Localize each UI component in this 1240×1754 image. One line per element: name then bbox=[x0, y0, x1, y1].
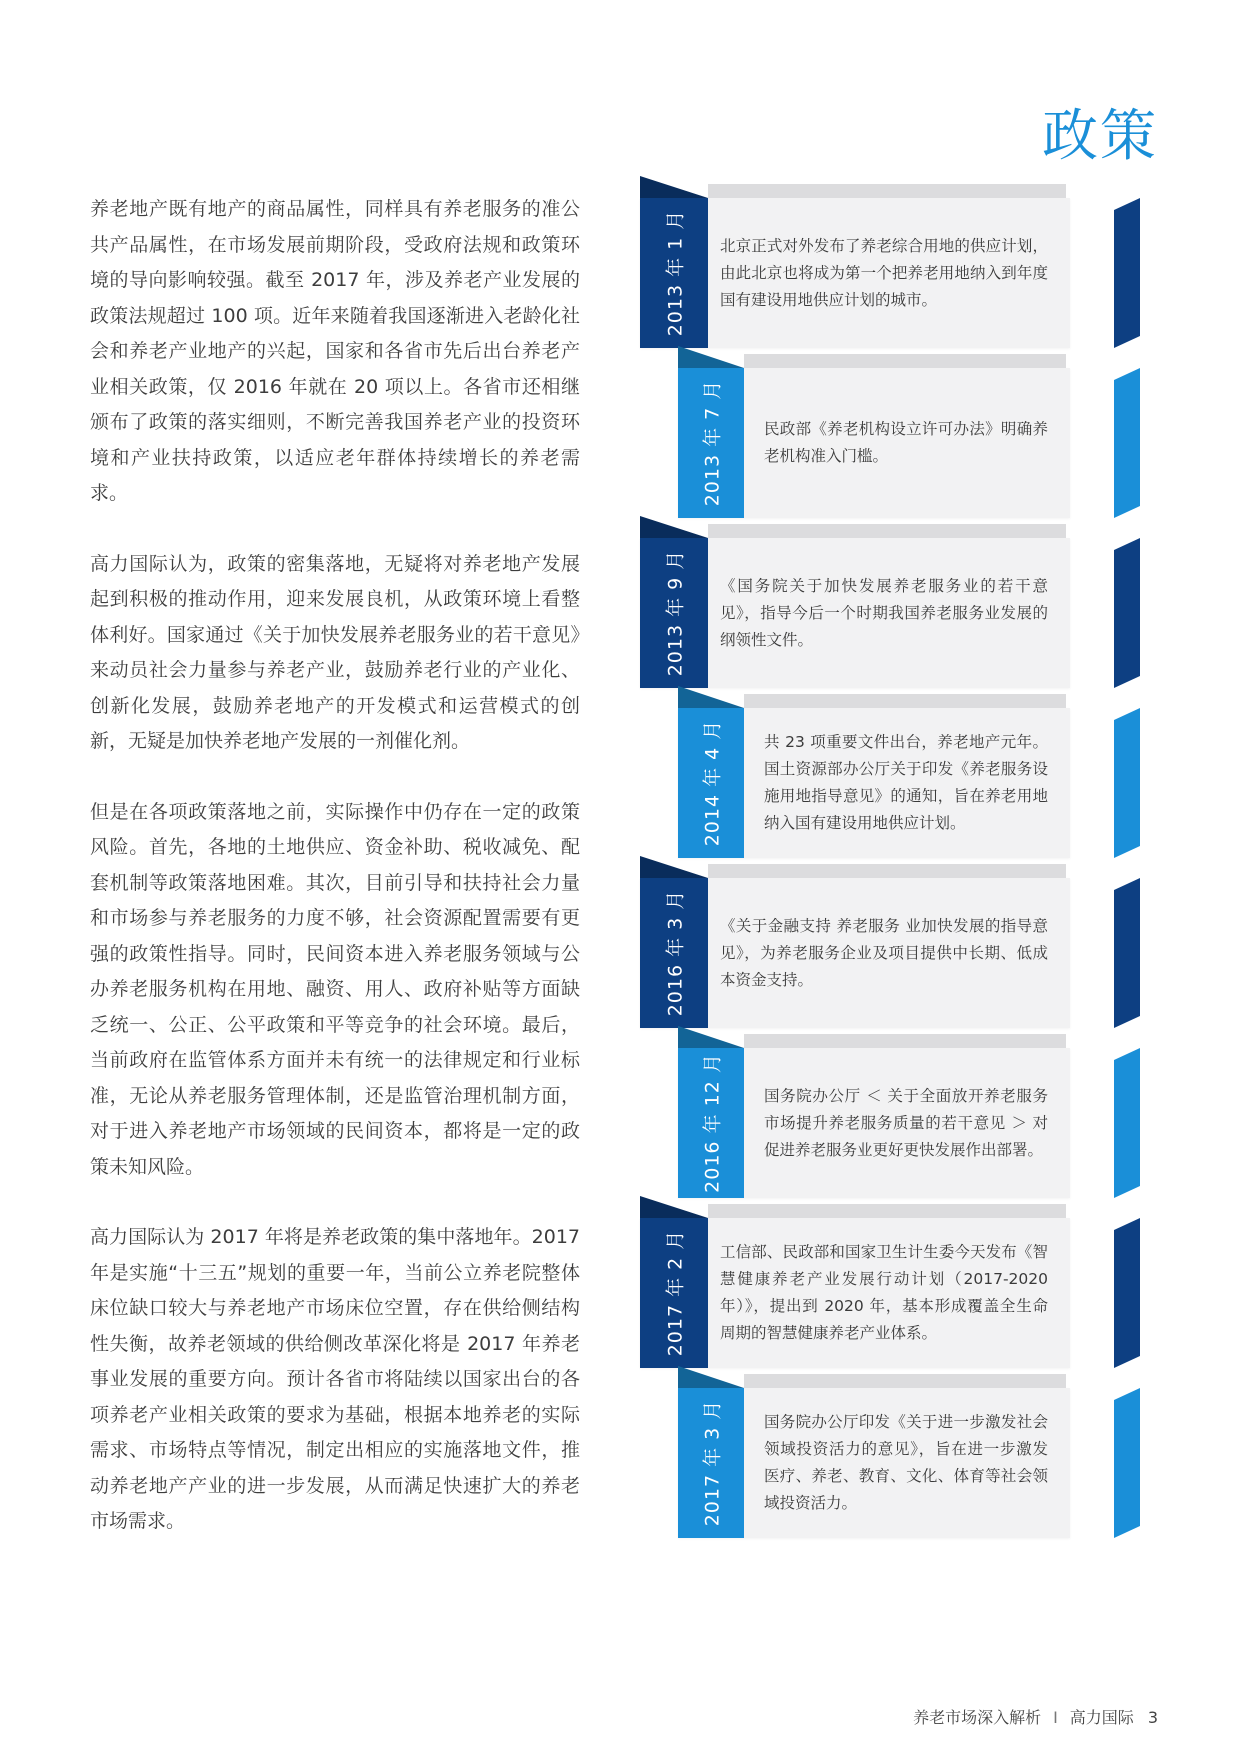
footer-publication: 养老市场深入解析 bbox=[913, 1708, 1042, 1727]
timeline-description: 国务院办公厅印发《关于进一步激发社会领域投资活力的意见》，旨在进一步激发医疗、养老、教育、文化、体育等社会领域投资活力。 bbox=[764, 1413, 1048, 1512]
paragraph-3: 但是在各项政策落地之前，实际操作中仍存在一定的政策风险。首先，各地的土地供应、资金补助、税收减免、配套机制等政策落地困难。其次，目前引导和扶持社会力量和市场参与养老服务的力度不够，社会资源配置需要有更强的政策性指导。同时，民间资本进入养老服务领域与公办养老服务机构在用地、融资、用人、政府补贴等方面缺乏统一、公正、公平政策和平等竞争的社会环境。最后，当前政府在监管体系方面并未有统一的法律规定和行业标准，无论从养老服务管理体制，还是监管治理机制方面，对于进入养老地产市场领域的民间资本，都将是一定的政策未知风险。 bbox=[90, 800, 580, 1178]
footer-separator: I bbox=[1053, 1708, 1058, 1727]
timeline-entry bbox=[640, 878, 1160, 1028]
timeline-date-tab bbox=[640, 516, 708, 688]
timeline-card-top-edge bbox=[744, 1034, 1066, 1048]
paragraph-4: 高力国际认为 2017 年将是养老政策的集中落地年。2017 年是实施“十三五”规划的重要一年，当前公立养老院整体床位缺口较大与养老地产市场床位空置，存在供给侧结构性失衡，故养老领域的供给侧改革深化将是 2017 年养老事业发展的重要方向。预计各省市将陆续以国家出台的各项养老产业相关政策的要求为基础，根据本地养老的实际需求、市场特点等情况，制定出相应的实施落地文件，推动养老地产产业的进一步发展，从而满足快速扩大的养老市场需求。 bbox=[90, 1226, 580, 1532]
timeline-ribbon-marker bbox=[1114, 538, 1140, 688]
timeline-tab-body bbox=[678, 368, 744, 518]
timeline-card-top-edge bbox=[708, 1204, 1066, 1218]
timeline-date-tab bbox=[678, 1026, 744, 1198]
timeline-tab-flap bbox=[640, 176, 708, 198]
timeline-ribbon-marker bbox=[1114, 1388, 1140, 1538]
timeline-date-tab bbox=[640, 856, 708, 1028]
timeline-tab-body bbox=[640, 198, 708, 348]
timeline-description: 北京正式对外发布了养老综合用地的供应计划，由此北京也将成为第一个把养老用地纳入到年度国有建设用地供应计划的城市。 bbox=[720, 236, 1048, 309]
timeline-card-top-edge bbox=[744, 354, 1066, 368]
timeline-description: 国务院办公厅 ＜ 关于全面放开养老服务市场提升养老服务质量的若干意见 ＞ 对促进养老服务业更好更快发展作出部署。 bbox=[764, 1086, 1048, 1159]
timeline-date: 2016 年 12 月 bbox=[701, 1053, 724, 1193]
timeline-ribbon-marker bbox=[1114, 1218, 1140, 1368]
timeline-entry bbox=[640, 368, 1160, 518]
policy-timeline bbox=[640, 198, 1160, 1598]
timeline-card-top-edge bbox=[708, 864, 1066, 878]
timeline-date-tab bbox=[678, 1366, 744, 1538]
timeline-entry bbox=[640, 1388, 1160, 1538]
timeline-ribbon-marker bbox=[1114, 198, 1140, 348]
timeline-date-tab bbox=[640, 1196, 708, 1368]
timeline-entry bbox=[640, 1218, 1160, 1368]
timeline-ribbon-marker bbox=[1114, 1048, 1140, 1198]
footer bbox=[913, 1705, 1158, 1728]
timeline-date-tab bbox=[678, 346, 744, 518]
timeline-description: 共 23 项重要文件出台，养老地产元年。国土资源部办公厅关于印发《养老服务设施用地指导意见》的通知，旨在养老用地纳入国有建设用地供应计划。 bbox=[764, 733, 1048, 832]
timeline-tab-flap bbox=[678, 346, 744, 368]
timeline-date: 2013 年 7 月 bbox=[701, 379, 724, 507]
timeline-tab-flap bbox=[640, 516, 708, 538]
timeline-date: 2013 年 1 月 bbox=[664, 209, 687, 337]
timeline-card-top-edge bbox=[744, 694, 1066, 708]
timeline-date: 2017 年 3 月 bbox=[701, 1399, 724, 1527]
timeline-entry bbox=[640, 538, 1160, 688]
timeline-description: 《关于金融支持 养老服务 业加快发展的指导意见》，为养老服务企业及项目提供中长期、低成本资金支持。 bbox=[720, 916, 1048, 989]
timeline-tab-body bbox=[640, 538, 708, 688]
timeline-tab-body bbox=[678, 708, 744, 858]
timeline-tab-flap bbox=[678, 1366, 744, 1388]
timeline-date-tab bbox=[640, 176, 708, 348]
timeline-date-tab bbox=[678, 686, 744, 858]
timeline-card-top-edge bbox=[708, 524, 1066, 538]
timeline-tab-body bbox=[678, 1388, 744, 1538]
timeline-tab-flap bbox=[640, 1196, 708, 1218]
timeline-ribbon-marker bbox=[1114, 878, 1140, 1028]
timeline-card-top-edge bbox=[744, 1374, 1066, 1388]
timeline-entry bbox=[640, 708, 1160, 858]
body-text bbox=[90, 192, 580, 1575]
timeline-entry bbox=[640, 1048, 1160, 1198]
timeline-description: 民政部《养老机构设立许可办法》明确养老机构准入门槛。 bbox=[764, 420, 1048, 465]
footer-company: 高力国际 bbox=[1069, 1708, 1134, 1727]
timeline-description: 工信部、民政部和国家卫生计生委今天发布《智慧健康养老产业发展行动计划（2017-2020 年）》，提出到 2020 年，基本形成覆盖全生命周期的智慧健康养老产业体系。 bbox=[720, 1243, 1048, 1342]
timeline-date: 2014 年 4 月 bbox=[701, 719, 724, 847]
timeline-date: 2016 年 3 月 bbox=[664, 889, 687, 1017]
page-number: 3 bbox=[1147, 1708, 1158, 1727]
timeline-ribbon-marker bbox=[1114, 368, 1140, 518]
timeline-tab-body bbox=[678, 1048, 744, 1198]
timeline-tab-body bbox=[640, 878, 708, 1028]
page-title: 政策 bbox=[1042, 104, 1158, 169]
timeline-date: 2013 年 9 月 bbox=[664, 549, 687, 677]
timeline-ribbon-marker bbox=[1114, 708, 1140, 858]
timeline-tab-flap bbox=[678, 686, 744, 708]
timeline-date: 2017 年 2 月 bbox=[664, 1229, 687, 1357]
timeline-entry bbox=[640, 198, 1160, 348]
paragraph-2: 高力国际认为，政策的密集落地，无疑将对养老地产发展起到积极的推动作用，迎来发展良机，从政策环境上看整体利好。国家通过《关于加快发展养老服务业的若干意见》来动员社会力量参与养老产业，鼓励养老行业的产业化、创新化发展，鼓励养老地产的开发模式和运营模式的创新，无疑是加快养老地产发展的一剂催化剂。 bbox=[90, 552, 580, 752]
timeline-tab-flap bbox=[678, 1026, 744, 1048]
timeline-tab-flap bbox=[640, 856, 708, 878]
timeline-tab-body bbox=[640, 1218, 708, 1368]
timeline-card-top-edge bbox=[708, 184, 1066, 198]
timeline-description: 《国务院关于加快发展养老服务业的若干意见》，指导今后一个时期我国养老服务业发展的纲领性文件。 bbox=[720, 576, 1048, 649]
paragraph-1: 养老地产既有地产的商品属性，同样具有养老服务的准公共产品属性，在市场发展前期阶段，受政府法规和政策环境的导向影响较强。截至 2017 年，涉及养老产业发展的政策法规超过 100 项。近年来随着我国逐渐进入老龄化社会和养老产业地产的兴起，国家和各省市先后出台养老产业相关政策，仅 2016 年就在 20 项以上。各省市还相继颁布了政策的落实细则，不断完善我国养老产业的投资环境和产业扶持政策，以适应老年群体持续增长的养老需求。 bbox=[90, 198, 580, 504]
